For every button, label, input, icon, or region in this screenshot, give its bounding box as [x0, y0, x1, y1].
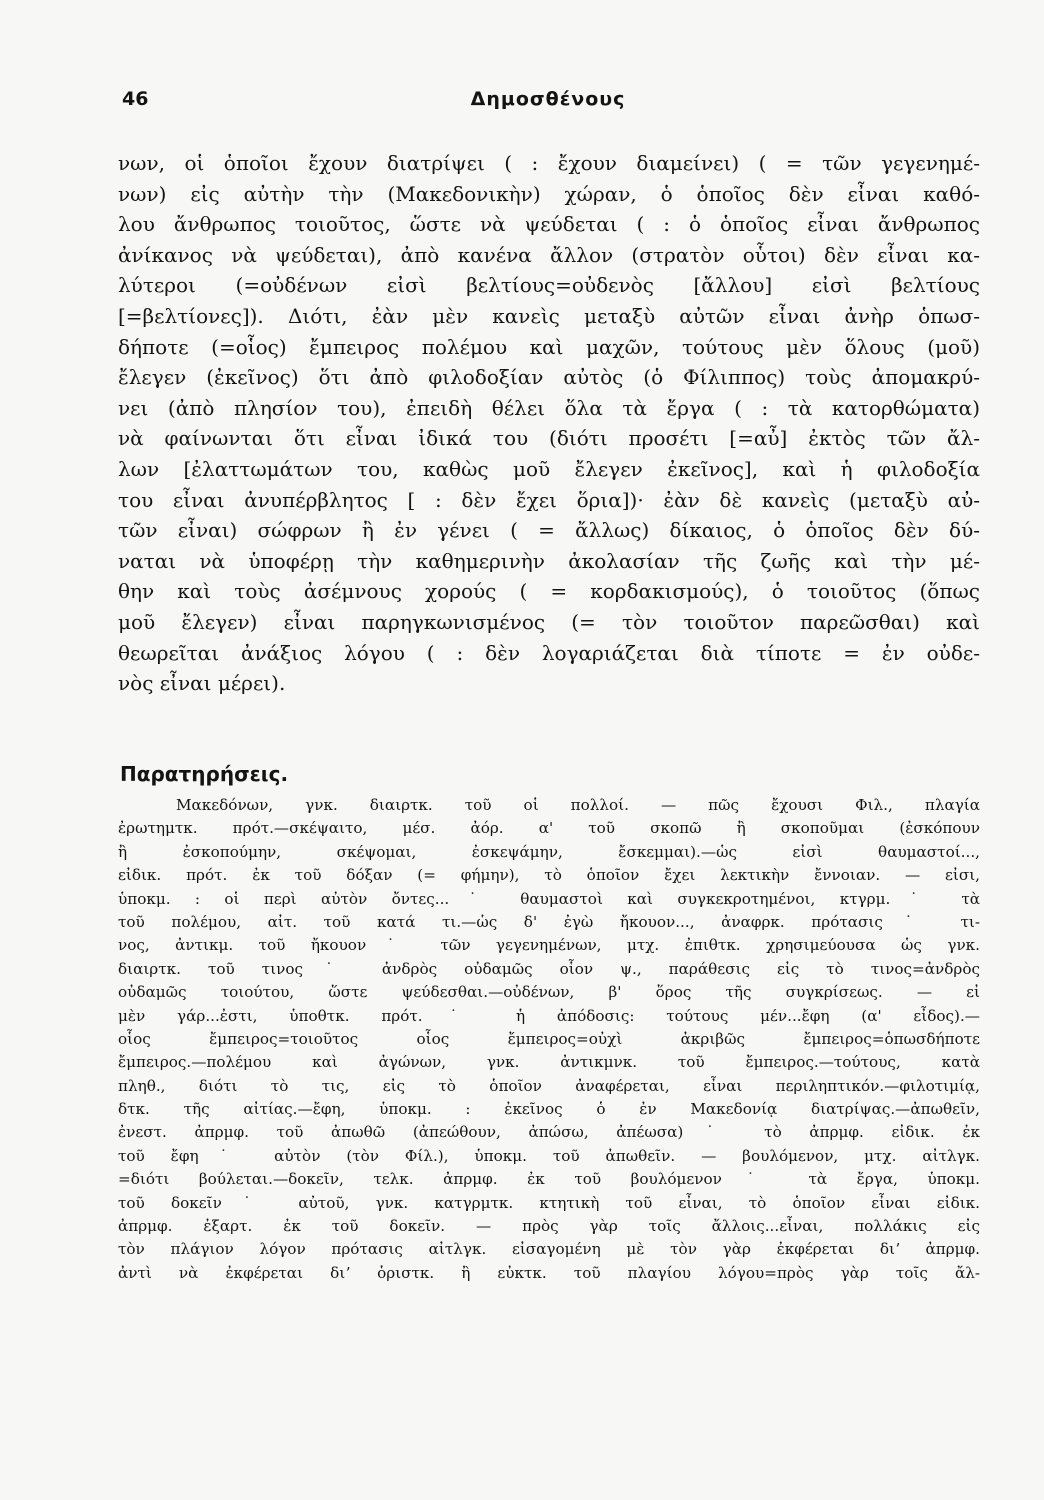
note-line: =διότι βούλεται.—δοκεῖν, τελκ. ἀπρμφ. ἐκ τοῦ βουλόμενον˙ τὰ ἔργα, ὑποκμ.: [118, 1170, 980, 1189]
note-line: ὑποκμ. : οἱ περὶ αὐτὸν ὄντες...˙ θαυμαστοὶ καὶ συγκεκροτημένοι, κτγρμ.˙ τὰ: [118, 889, 980, 908]
note-line: ἀπρμφ. ἐξαρτ. ἐκ τοῦ δοκεῖν. — πρὸς γὰρ τοῖς ἄλλοις...εἶναι, πολλάκις εἰς: [118, 1217, 980, 1236]
note-line: μὲν γάρ...ἐστι, ὑποθτκ. πρότ.˙ ἡ ἀπόδοσις: τούτους μέν...ἔφη (α' εἶδος).—: [118, 1006, 980, 1025]
note-line: διαιρτκ. τοῦ τινος˙ ἀνδρὸς οὐδαμῶς οἷον ψ., παράθεσις εἰς τὸ τινος=ἀνδρὸς: [118, 959, 980, 978]
note-line: ἐρωτημτκ. πρότ.—σκέψαιτο, μέσ. ἀόρ. α' τοῦ σκοπῶ ἢ σκοποῦμαι (ἐσκόπουν: [118, 819, 980, 838]
note-line: τοῦ ἔφη˙ αὐτὸν (τὸν Φίλ.), ὑποκμ. τοῦ ἀπωθεῖν. — βουλόμενον, μτχ. αἰτλγκ.: [118, 1146, 980, 1165]
note-line: νος, ἀντικμ. τοῦ ἤκουον˙ τῶν γεγενημένων, μτχ. ἐπιθτκ. χρησιμεύουσα ὡς γνκ.: [118, 936, 980, 955]
main-text-block: [118, 148, 980, 699]
note-line: τὸν πλάγιον λόγον πρότασις αἰτλγκ. εἰσαγομένη μὲ τὸν γὰρ ἐκφέρεται διʼ ἀπρμφ.: [118, 1240, 980, 1259]
note-line: εἰδικ. πρότ. ἐκ τοῦ δόξαν (= φήμην), τὸ ὁποῖον ἔχει λεκτικὴν ἔννοιαν. — εἰσι,: [118, 866, 980, 885]
note-line: ἐνεστ. ἀπρμφ. τοῦ ἀπωθῶ (ἀπεώθουν, ἀπώσω, ἀπέωσα)˙ τὸ ἀπρμφ. εἰδικ. ἐκ: [118, 1123, 980, 1142]
text-line: νει (ἀπὸ πλησίον του), ἐπειδὴ θέλει ὅλα τὰ ἔργα ( : τὰ κατορθώματα): [118, 395, 980, 420]
note-line: ἔμπειρος.—πολέμου καὶ ἀγώνων, γνκ. ἀντικμνκ. τοῦ ἔμπειρος.—τούτους, κατὰ: [118, 1053, 980, 1072]
text-line: ναται νὰ ὑποφέρῃ τὴν καθημερινὴν ἀκολασίαν τῆς ζωῆς καὶ τὴν μέ-: [118, 548, 980, 573]
note-line: τοῦ πολέμου, αἰτ. τοῦ κατά τι.—ὡς δ' ἐγὼ ἤκουον..., ἀναφρκ. πρότασις˙ τι-: [118, 912, 980, 931]
text-line: λου ἄνθρωπος τοιοῦτος, ὥστε νὰ ψεύδεται ( : ὁ ὁποῖος εἶναι ἄνθρωπος: [118, 212, 980, 237]
text-line: λων [ἐλαττωμάτων του, καθὼς μοῦ ἔλεγεν ἐκεῖνος], καὶ ἡ φιλοδοξία: [118, 456, 980, 481]
text-line: νων) εἰς αὐτὴν τὴν (Μακεδονικὴν) χώραν, ὁ ὁποῖος δὲν εἶναι καθό-: [118, 181, 980, 206]
text-line: δήποτε (=οἷος) ἔμπειρος πολέμου καὶ μαχῶν, τούτους μὲν ὅλους (μοῦ): [118, 334, 980, 359]
note-line: τοῦ δοκεῖν˙ αὐτοῦ, γνκ. κατγρμτκ. κτητικὴ τοῦ εἶναι, τὸ ὁποῖον εἶναι εἰδικ.: [118, 1193, 980, 1212]
note-line: ἢ ἐσκοπούμην, σκέψομαι, ἐσκεψάμην, ἔσκεμμαι).—ὡς εἰσὶ θαυμαστοί...,: [118, 842, 980, 861]
text-line: νων, οἱ ὁποῖοι ἔχουν διατρίψει ( : ἔχουν διαμείνει) ( = τῶν γεγενημέ-: [118, 151, 980, 175]
text-line: νὰ φαίνωνται ὅτι εἶναι ἰδικά του (διότι προσέτι [=αὖ] ἐκτὸς τῶν ἄλ-: [118, 426, 980, 451]
page-header: [118, 82, 978, 116]
text-line: του εἶναι ἀνυπέρβλητος [ : δὲν ἔχει ὅρια])· ἐὰν δὲ κανεὶς (μεταξὺ αὐ-: [118, 487, 980, 512]
text-line: ἔλεγεν (ἐκεῖνος) ὅτι ἀπὸ φιλοδοξίαν αὐτὸς (ὁ Φίλιππος) τοὺς ἀπομακρύ-: [118, 365, 980, 390]
notes-block: [118, 794, 980, 1285]
text-line: μοῦ ἔλεγεν) εἶναι παρηγκωνισμένος (= τὸν τοιοῦτον παρεῶσθαι) καὶ: [118, 609, 980, 634]
notes-heading: Παρατηρήσεις.: [120, 762, 289, 786]
note-line: οἷος ἔμπειρος=τοιοῦτος οἷος ἔμπειρος=οὐχὶ ἀκριβῶς ἔμπειρος=ὁπωσδήποτε: [118, 1029, 980, 1048]
note-line: πληθ., διότι τὸ τις, εἰς τὸ ὁποῖον ἀναφέρεται, εἶναι περιληπτικόν.—φιλοτιμίᾳ,: [118, 1076, 980, 1095]
text-line: ἀνίκανος νὰ ψεύδεται), ἀπὸ κανένα ἄλλον (στρατὸν οὗτοι) δὲν εἶναι κα-: [118, 242, 980, 267]
running-title: Δημοσθένους: [470, 88, 626, 110]
text-line: θεωρεῖται ἀνάξιος λόγου ( : δὲν λογαριάζεται διὰ τίποτε = ἐν οὐδε-: [118, 640, 980, 665]
text-line: θην καὶ τοὺς ἀσέμνους χορούς ( = κορδακισμούς), ὁ τοιοῦτος (ὅπως: [118, 579, 980, 604]
note-line: ἀντὶ νὰ ἐκφέρεται διʼ ὁριστκ. ἢ εὐκτκ. τοῦ πλαγίου λόγου=πρὸς γὰρ τοῖς ἄλ-: [118, 1263, 980, 1282]
note-line: οὐδαμῶς τοιούτου, ὥστε ψεύδεσθαι.—οὐδένων, β' ὅρος τῆς συγκρίσεως. — εἰ: [118, 983, 980, 1002]
text-line: λύτεροι (=οὐδένων εἰσὶ βελτίους=οὐδενὸς [ἄλλου] εἰσὶ βελτίους: [118, 273, 980, 298]
note-line: Μακεδόνων, γνκ. διαιρτκ. τοῦ οἱ πολλοί. — πῶς ἔχουσι Φιλ., πλαγία: [176, 796, 980, 814]
text-line: τῶν εἶναι) σώφρων ἢ ἐν γένει ( = ἄλλως) δίκαιος, ὁ ὁποῖος δὲν δύ-: [118, 518, 980, 543]
note-line: δτκ. τῆς αἰτίας.—ἔφη, ὑποκμ. : ἐκεῖνος ὁ ἐν Μακεδονίᾳ διατρίψας.—ἀπωθεῖν,: [118, 1100, 980, 1119]
text-line: [=βελτίονες]). Διότι, ἐὰν μὲν κανεὶς μεταξὺ αὐτῶν εἶναι ἀνὴρ ὁπωσ-: [118, 303, 980, 328]
text-line: νὸς εἶναι μέρει).: [118, 671, 286, 696]
page-number: 46: [122, 88, 149, 110]
